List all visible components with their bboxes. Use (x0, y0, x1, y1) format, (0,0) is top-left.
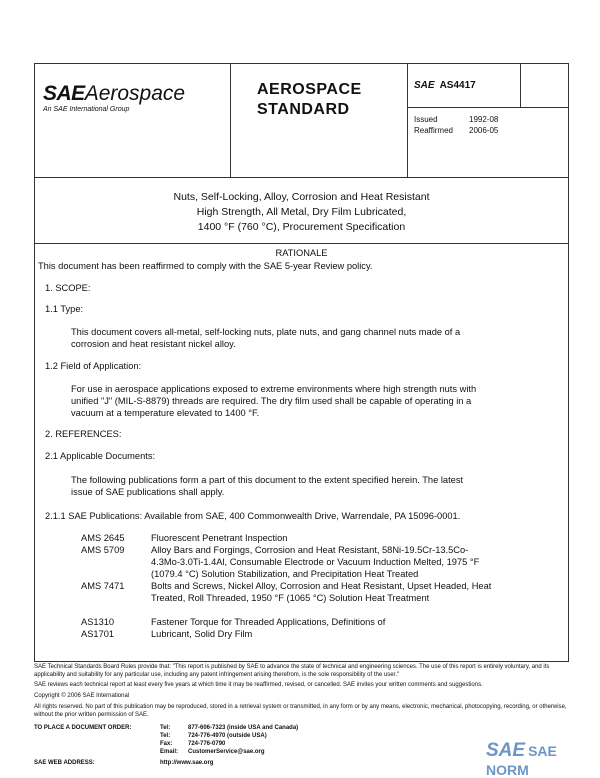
sae-norm-watermark-logo: SAE SAE NORM (486, 740, 557, 778)
document-header (35, 64, 568, 178)
web-address-link[interactable]: http://www.sae.org (160, 760, 214, 766)
reference-item: AS1310 Fastener Torque for Threaded Applications, Definitions of (81, 617, 386, 627)
logo-subtitle: An SAE International Group (43, 106, 130, 113)
document-type-title: AEROSPACE STANDARD (257, 81, 362, 118)
reference-item: AMS 2645 Fluorescent Penetrant Inspection (81, 533, 288, 543)
reference-item: AMS 5709 Alloy Bars and Forgings, Corrosion and Heat Resistant, 58Ni-19.5Cr-13.5Co- 4.3Mo-3.0Ti-1.4Al, Consumable Electrode or Vacuum Induction Melted, 1975 °F (1079.4 °C) Solution Stabilization, and Precipitation Heat Treated (81, 545, 480, 579)
section-2-1-1-heading: 2.1.1 SAE Publications: Available from SAE, 400 Commonwealth Drive, Warrendale, PA 15096-0001. (45, 511, 461, 521)
reference-list (81, 532, 551, 640)
document-dates: Issued 1992-08 Reaffirmed 2006-05 (414, 115, 499, 135)
document-page (34, 63, 569, 662)
sae-aerospace-logo: SAEAerospace An SAE International Group (43, 82, 186, 113)
section-2-heading: 2. REFERENCES: (45, 429, 122, 439)
section-1-2-heading: 1.2 Field of Application: (45, 361, 142, 371)
section-2-1-text: The following publications form a part of this document to the extent specified herein. The latest issue of SAE publications shall apply. (71, 475, 464, 497)
order-contacts: TO PLACE A DOCUMENT ORDER: Tel: 877-606-7323 (inside USA and Canada) Tel: 724-776-4970 (outside USA) Fax: 724-776-0790 Email: CustomerService@sae.org SAE WEB ADDRESS: http://www.sae.org (34, 725, 299, 766)
document-subject: Nuts, Self-Locking, Alloy, Corrosion and Heat Resistant High Strength, All Metal, Dry Film Lubricated, 1400 °F (760 °C), Procurement Specification (35, 177, 568, 244)
section-1-heading: 1. SCOPE: (45, 283, 91, 293)
reference-item: AS1701 Lubricant, Solid Dry Film (81, 629, 253, 639)
revision-cell (520, 64, 570, 107)
footer-review-text: SAE reviews each technical report at least every five years at which time it may be reaffirmed, revised, or cancelled. SAE invites your written comments and suggestions. (34, 682, 483, 688)
email-link[interactable]: CustomerService@sae.org (188, 749, 265, 755)
rationale-heading: RATIONALE (275, 248, 328, 258)
section-1-1-text: This document covers all-metal, self-locking nuts, plate nuts, and gang channel nuts made of a corrosion and heat resistant nickel alloy. (71, 327, 461, 349)
footer-rules-text: SAE Technical Standards Board Rules provide that: "This report is published by SAE to advance the state of technical and engineering sciences. The use of this report is entirely voluntary, and its applicability and suitability for any particular use, including any patent infringement arising therefrom, is the sole responsibility of the user." (34, 664, 550, 678)
document-code: SAE AS4417 (414, 80, 476, 91)
document-type-cell (230, 64, 408, 177)
section-2-1-heading: 2.1 Applicable Documents: (45, 451, 156, 461)
reference-item: AMS 7471 Bolts and Screws, Nickel Alloy, Corrosion and Heat Resistant, Upset Headed, Heat Treated, Roll Threaded, 1950 °F (1065 °C) Solution Heat Treatment (81, 581, 492, 603)
document-number-cell (407, 64, 521, 177)
section-1-1-heading: 1.1 Type: (45, 304, 84, 314)
footer-copyright: Copyright © 2006 SAE International (34, 693, 130, 699)
rationale-text: This document has been reaffirmed to comply with the SAE 5-year Review policy. (38, 261, 373, 271)
section-1-2-text: For use in aerospace applications exposed to extreme environments where high strength nuts with unified "J" (MIL-S-8879) threads are required. The dry film used shall be capable of operating in a vacuum at a temperature elevated to 1400 °F. (71, 384, 477, 418)
footer-rights-text: All rights reserved. No part of this publication may be reproduced, stored in a retrieval system or transmitted, in any form or by any means, electronic, mechanical, photocopying, recording, or otherwise, without the prior written permission of SAE. (34, 704, 567, 718)
